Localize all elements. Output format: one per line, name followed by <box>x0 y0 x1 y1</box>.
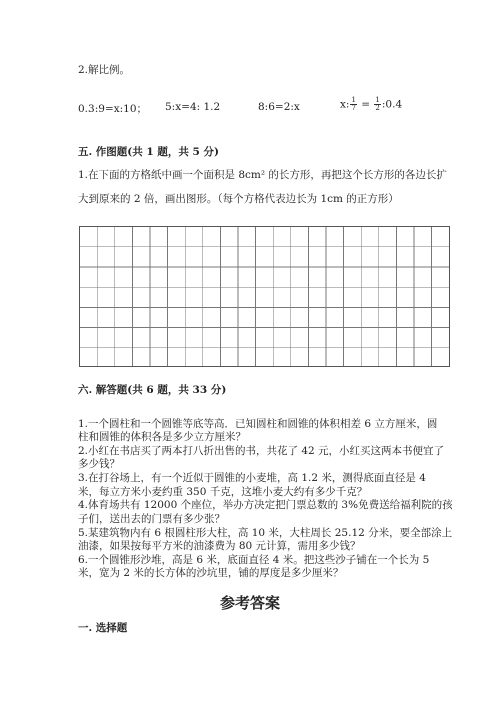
proportion-1: 0.3:9=x:10； <box>78 103 148 115</box>
section-6-line: 2.小红在书店买了两本打八折出售的书，共花了 42 元，小红买这两本书便宜了 <box>78 445 445 457</box>
section-5-question-line-2: 大到原来的 2 倍，画出图形。（每个方格代表边长为 1cm 的正方形） <box>78 193 399 205</box>
section-6-line: 1.一个圆柱和一个圆锥等底等高．已知圆柱和圆锥的体积相差 6 立方厘米，圆 <box>78 418 438 430</box>
section-6-line: 多少钱？ <box>78 458 120 470</box>
section-6-line: 米，宽为 2 米的长方体的沙坑里，铺的厚度是多少厘米？ <box>78 567 344 579</box>
section-6-line: 柱和圆锥的体积各是多少立方厘米？ <box>78 431 246 443</box>
section-6-line: 3.在打谷场上，有一个近似于圆锥的小麦堆，高 1.2 米，测得底面直径是 4 <box>78 472 426 484</box>
graph-paper-grid <box>79 226 450 367</box>
section-6-line: 6.一个圆锥形沙堆，高是 6 米，底面直径 4 米。把这些沙子铺在一个长为 5 <box>78 554 430 566</box>
proportion-4-equals: = <box>357 98 374 111</box>
section-2-label: 2.解比例。 <box>78 64 131 76</box>
proportion-4-suffix: :0.4 <box>381 98 403 111</box>
section-6-line: 4.体育场共有 12000 个座位，举办方决定把门票总数的 3%免费送给福利院的孩 <box>78 499 453 511</box>
answers-title: 参考答案 <box>219 594 280 612</box>
proportion-4-prefix: x: <box>340 98 350 111</box>
section-5-question-line-1: 1.在下面的方格纸中画一个面积是 8cm² 的长方形，再把这个长方形的各边长扩 <box>78 169 447 181</box>
fraction-one-half: $\frac{1}{2}$ <box>375 96 380 112</box>
proportion-2: 5:x=4: 1.2 <box>165 101 221 113</box>
answers-subheading: 一. 选择题 <box>78 622 128 634</box>
proportion-3: 8:6=2:x <box>258 101 300 113</box>
section-5-heading: 五. 作图题(共 1 题，共 5 分) <box>78 146 219 158</box>
fraction-one-seventh: $\frac{1}{7}$ <box>351 96 356 112</box>
proportion-4 <box>340 97 402 112</box>
section-6-line: 子们，送出去的门票有多少张？ <box>78 513 225 525</box>
section-6-line: 米，每立方米小麦约重 350 千克，这堆小麦大约有多少千克？ <box>78 486 368 498</box>
section-6-heading: 六. 解答题(共 6 题，共 33 分) <box>78 384 227 396</box>
section-6-line: 油漆，如果按每平方米的油漆费为 80 元计算，需用多少钱？ <box>78 540 361 552</box>
section-6-line: 5.某建筑物内有 6 根圆柱形大柱，高 10 米，大柱周长 25.12 分米，要全部涂上 <box>78 527 453 539</box>
